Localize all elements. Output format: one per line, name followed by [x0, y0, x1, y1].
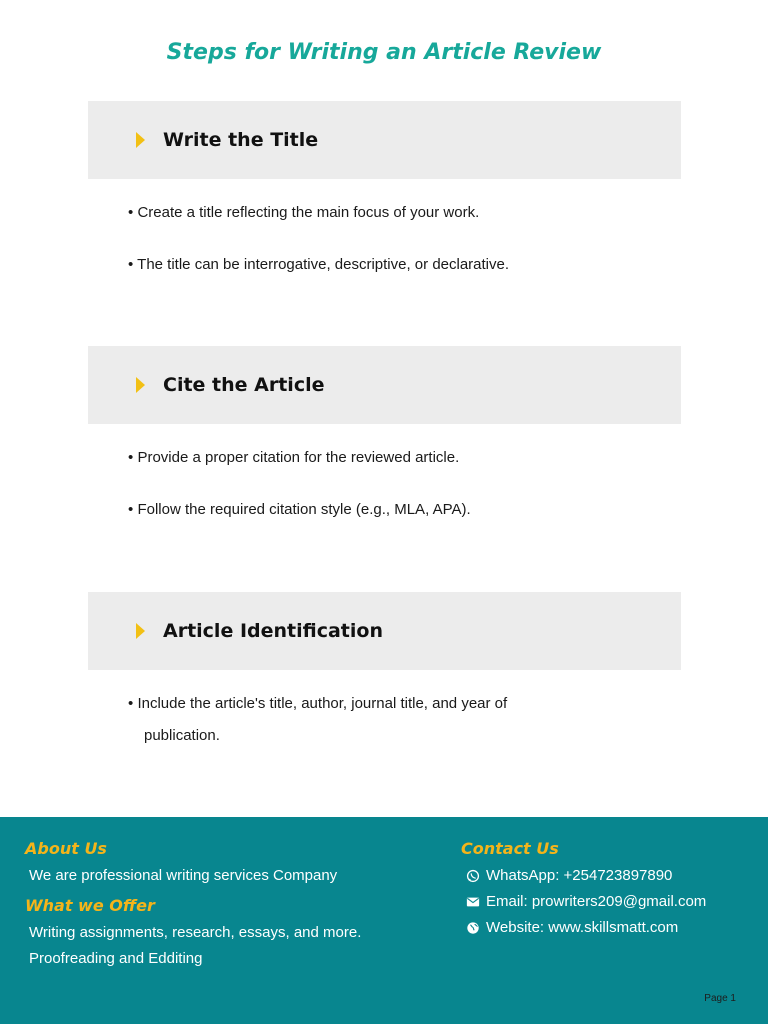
- bullet-marker: •: [128, 695, 134, 712]
- contact-website[interactable]: [466, 919, 678, 936]
- bullet-list: [88, 424, 681, 526]
- whatsapp-link[interactable]: WhatsApp: +254723897890: [486, 867, 673, 884]
- envelope-icon: [466, 895, 480, 909]
- bullet-marker: •: [128, 501, 134, 518]
- bullet-marker: •: [128, 256, 134, 273]
- bullet-text: Include the article's title, author, journal title, and year of: [137, 695, 508, 712]
- contact-email[interactable]: [466, 893, 706, 910]
- section-title: Write the Title: [163, 129, 319, 151]
- section-header: [88, 592, 681, 670]
- offer-line: Proofreading and Edditing: [29, 950, 203, 967]
- whatsapp-icon: [466, 869, 480, 883]
- contact-whatsapp[interactable]: [466, 867, 672, 884]
- list-item: [88, 442, 681, 474]
- bullet-marker: •: [128, 449, 134, 466]
- section-title: Cite the Article: [163, 374, 325, 396]
- website-link[interactable]: Website: www.skillsmatt.com: [486, 919, 679, 936]
- globe-icon: [466, 921, 480, 935]
- about-text: We are professional writing services Company: [29, 867, 338, 884]
- bullet-marker: •: [128, 204, 134, 221]
- section-write-title: [88, 101, 681, 281]
- section-header: [88, 101, 681, 179]
- section-title: Article Identification: [163, 620, 383, 642]
- bullet-text: Create a title reflecting the main focus of your work.: [137, 204, 480, 221]
- section-header: [88, 346, 681, 424]
- arrow-right-icon: [136, 377, 145, 393]
- list-item: [88, 494, 681, 526]
- section-cite-article: [88, 346, 681, 526]
- bullet-list: [88, 670, 681, 752]
- footer: [0, 817, 768, 1024]
- contact-heading: Contact Us: [461, 839, 559, 858]
- document-title: Steps for Writing an Article Review: [166, 40, 602, 65]
- list-item: [88, 688, 548, 752]
- offer-heading: What we Offer: [25, 896, 155, 915]
- arrow-right-icon: [136, 132, 145, 148]
- offer-line: Writing assignments, research, essays, and more.: [29, 924, 362, 941]
- bullet-list: [88, 179, 681, 281]
- bullet-text: The title can be interrogative, descriptive, or declarative.: [137, 256, 510, 273]
- page-number: Page 1: [704, 993, 736, 1004]
- about-heading: About Us: [25, 839, 107, 858]
- arrow-right-icon: [136, 623, 145, 639]
- section-article-identification: [88, 592, 681, 752]
- list-item: [88, 197, 681, 229]
- list-item: [88, 249, 681, 281]
- bullet-text: Follow the required citation style (e.g., MLA, APA).: [137, 501, 471, 518]
- bullet-continuation: publication.: [144, 727, 220, 744]
- bullet-text: Provide a proper citation for the reviewed article.: [137, 449, 460, 466]
- email-link[interactable]: Email: prowriters209@gmail.com: [486, 893, 707, 910]
